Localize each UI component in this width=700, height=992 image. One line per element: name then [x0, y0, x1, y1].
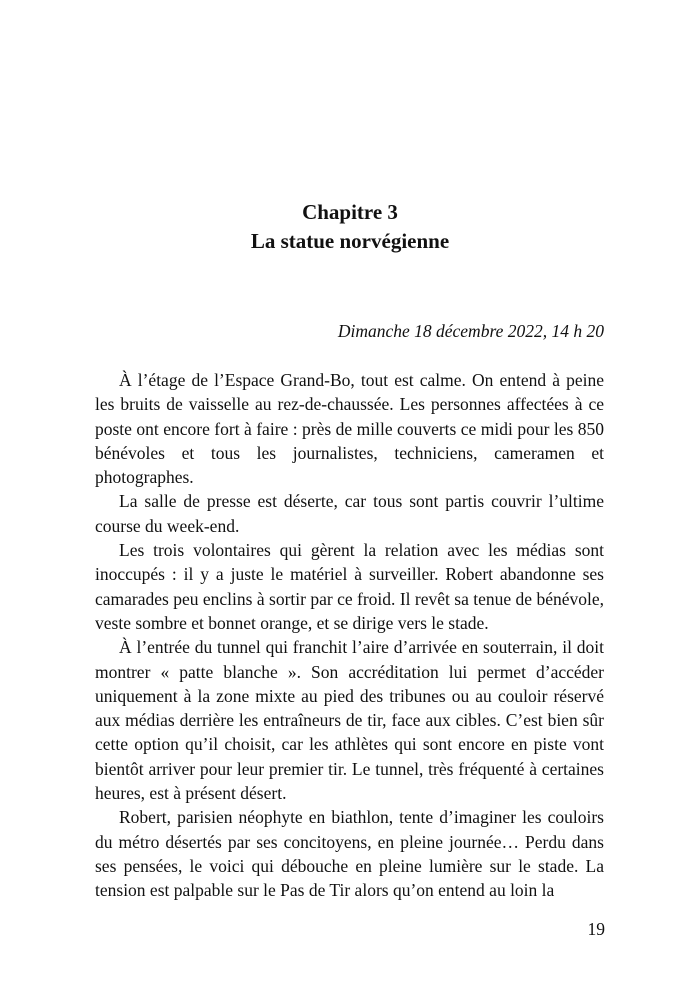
paragraph: Les trois volontaires qui gèrent la relation avec les médias sont inoccupés : il y a juste le matériel à surveiller. Robert abandonne ses camarades peu enclins à sortir par ce froid. Il revêt sa tenue de bénévole, veste sombre et bonnet orange, et se dirige vers le stade.	[95, 540, 604, 633]
dateline: Dimanche 18 décembre 2022, 14 h 20	[337, 321, 604, 341]
paragraph: À l’entrée du tunnel qui franchit l’aire d’arrivée en souterrain, il doit montrer « patte blanche ». Son accréditation lui permet d’accéder uniquement à la zone mixte au pied des tribunes ou au couloir réservé aux médias derrière les entraîneurs de tir, face aux cibles. C’est bien sûr cette option qu’il choisit, car les athlètes qui sont encore en piste vont bientôt arriver pour leur premier tir. Le tunnel, très fréquenté à certaines heures, est à présent désert.	[95, 637, 604, 804]
body-text	[95, 368, 604, 903]
paragraph: À l’étage de l’Espace Grand-Bo, tout est calme. On entend à peine les bruits de vaisselle au rez-de-chaussée. Les personnes affectées à ce poste ont encore fort à faire : près de mille couverts ce midi pour les 850 bénévoles et tous les journalistes, techniciens, cameramen et photographes.	[95, 370, 604, 488]
page-number: 19	[587, 919, 605, 939]
chapter-title: La statue norvégienne	[250, 229, 450, 253]
paragraph: La salle de presse est déserte, car tous sont partis couvrir l’ultime course du week-end.	[95, 491, 604, 536]
chapter-number: Chapitre 3	[302, 200, 398, 224]
chapter-heading	[0, 198, 700, 256]
paragraph: Robert, parisien néophyte en biathlon, tente d’imaginer les couloirs du métro désertés par ses concitoyens, en pleine journée… Perdu dans ses pensées, le voici qui débouche en pleine lumière sur le stade. La tension est palpable sur le Pas de Tir alors qu’on entend au loin la	[95, 807, 604, 901]
